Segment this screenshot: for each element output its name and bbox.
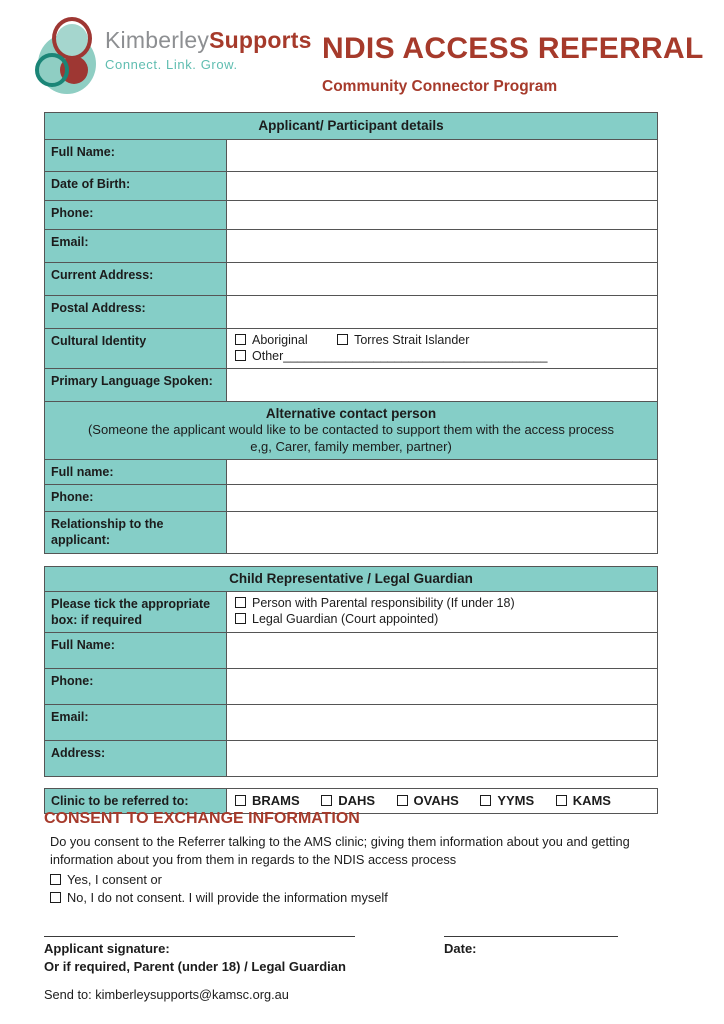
checkbox-label: BRAMS [252,792,300,808]
alt-full-name-field[interactable] [227,459,658,484]
child-email-label: Email: [45,705,227,741]
primary-language-field[interactable] [227,368,658,401]
applicant-signature-line[interactable] [44,936,355,937]
table-row [45,633,658,669]
alt-relationship-label: Relationship to the applicant: [45,512,227,554]
table-row [45,705,658,741]
checkbox-dahs-icon[interactable] [321,795,332,806]
checkbox-label: DAHS [338,792,376,808]
date-of-birth-field[interactable] [227,172,658,201]
table-row [45,669,658,705]
parent-guardian-signature-label: Or if required, Parent (under 18) / Legal Guardian [44,959,346,974]
checkbox-option-kams[interactable] [556,793,611,810]
cultural-identity-label: Cultural Identity [45,329,227,369]
checkbox-label: Yes, I consent or [67,871,162,887]
table-row [45,140,658,172]
alt-relationship-field[interactable] [227,512,658,554]
cultural-identity-field [227,329,658,369]
table-row [45,368,658,401]
checkbox-yes-consent-icon[interactable] [50,874,61,885]
table-row [45,485,658,512]
checkbox-parental-responsibility-icon[interactable] [235,597,246,608]
child-phone-field[interactable] [227,669,658,705]
table-row [45,329,658,369]
checkbox-no-consent-icon[interactable] [50,892,61,903]
phone-label: Phone: [45,201,227,230]
consent-body-line1: Do you consent to the Referrer talking to the AMS clinic; giving them information about you and getting [50,834,630,849]
brand-name [105,28,312,53]
checkbox-kams-icon[interactable] [556,795,567,806]
table-row [45,201,658,230]
postal-address-field[interactable] [227,296,658,329]
child-representative-table [44,566,658,777]
postal-address-label: Postal Address: [45,296,227,329]
child-rep-section-header: Child Representative / Legal Guardian [45,567,658,592]
checkbox-aboriginal-icon[interactable] [235,334,246,345]
full-name-label: Full Name: [45,140,227,172]
date-label: Date: [444,941,477,956]
checkbox-option-yyms[interactable] [480,793,534,810]
child-full-name-field[interactable] [227,633,658,669]
checkbox-option-brams[interactable] [235,793,300,810]
checkbox-ovahs-icon[interactable] [397,795,408,806]
child-full-name-label: Full Name: [45,633,227,669]
table-row [45,263,658,296]
signature-section [44,928,657,980]
clinic-referred-label: Clinic to be referred to: [45,789,227,814]
checkbox-brams-icon[interactable] [235,795,246,806]
tick-box-field [227,591,658,633]
brand-name-supports: Supports [209,27,312,53]
consent-body-line2: information about you from them in regards to the NDIS access process [50,851,457,867]
table-row [45,230,658,263]
table-row [45,512,658,554]
checkbox-legal-guardian-icon[interactable] [235,613,246,624]
checkbox-label: YYMS [497,792,535,808]
alt-contact-description-line1: (Someone the applicant would like to be contacted to support them with the access process [87,422,615,438]
child-address-field[interactable] [227,741,658,777]
page-subtitle: Community Connector Program [322,78,558,95]
applicant-signature-label: Applicant signature: [44,941,170,956]
table-row [45,172,658,201]
checkbox-label: Torres Strait Islander [354,333,470,347]
send-to-note: Send to: kimberleysupports@kamsc.org.au [44,987,289,1002]
email-field[interactable] [227,230,658,263]
checkbox-label: No, I do not consent. I will provide the information myself [67,890,388,906]
checkbox-option-aboriginal[interactable] [235,333,308,347]
child-address-label: Address: [45,741,227,777]
table-row [45,459,658,484]
checkbox-option-parental-responsibility[interactable] [235,596,515,610]
brand-text [105,28,312,72]
brand-name-kimberley: Kimberley [105,27,210,53]
checkbox-yyms-icon[interactable] [480,795,491,806]
checkbox-label: Legal Guardian (Court appointed) [252,611,439,626]
checkbox-option-other[interactable] [235,349,283,363]
consent-body [50,833,657,869]
checkbox-torres-strait-islander-icon[interactable] [337,334,348,345]
checkbox-option-torres-strait-islander[interactable] [337,333,469,347]
checkbox-option-no-consent[interactable] [50,889,657,908]
brand-tagline: Connect. Link. Grow. [105,57,238,73]
applicant-section-header: Applicant/ Participant details [45,113,658,140]
alt-contact-section-header [45,401,658,459]
form-header [0,0,724,108]
table-row [45,296,658,329]
other-blank-line[interactable]: ______________________________________ [283,349,548,364]
alt-phone-field[interactable] [227,485,658,512]
current-address-field[interactable] [227,263,658,296]
page-title: NDIS ACCESS REFERRAL [322,32,704,65]
table-row [45,741,658,777]
table-row [45,591,658,633]
checkbox-label: Aboriginal [252,333,308,347]
logo-dark-teal-ring-icon [35,53,69,87]
checkbox-option-yes-consent[interactable] [50,871,657,890]
title-block [322,32,704,96]
primary-language-label: Primary Language Spoken: [45,368,227,401]
checkbox-label: OVAHS [413,792,459,808]
applicant-details-table [44,112,658,554]
checkbox-label: Person with Parental responsibility (If under 18) [252,595,515,610]
child-phone-label: Phone: [45,669,227,705]
alt-contact-title: Alternative contact person [265,405,437,421]
date-of-birth-label: Date of Birth: [45,172,227,201]
consent-section [44,810,657,908]
checkbox-label: Other [252,349,284,364]
full-name-field[interactable] [227,140,658,172]
current-address-label: Current Address: [45,263,227,296]
child-email-field[interactable] [227,705,658,741]
alt-full-name-label: Full name: [45,459,227,484]
alt-phone-label: Phone: [45,485,227,512]
phone-field[interactable] [227,201,658,230]
alt-contact-description-line2: e,g, Carer, family member, partner) [250,438,452,454]
checkbox-option-dahs[interactable] [321,793,375,810]
date-line[interactable] [444,936,618,937]
checkbox-option-ovahs[interactable] [397,793,459,810]
consent-heading: CONSENT TO EXCHANGE INFORMATION [44,810,360,827]
email-label: Email: [45,230,227,263]
checkbox-label: KAMS [572,792,611,808]
checkbox-other-icon[interactable] [235,350,246,361]
tick-box-label: Please tick the appropriate box: if required [45,591,227,633]
checkbox-option-legal-guardian[interactable] [235,612,438,626]
